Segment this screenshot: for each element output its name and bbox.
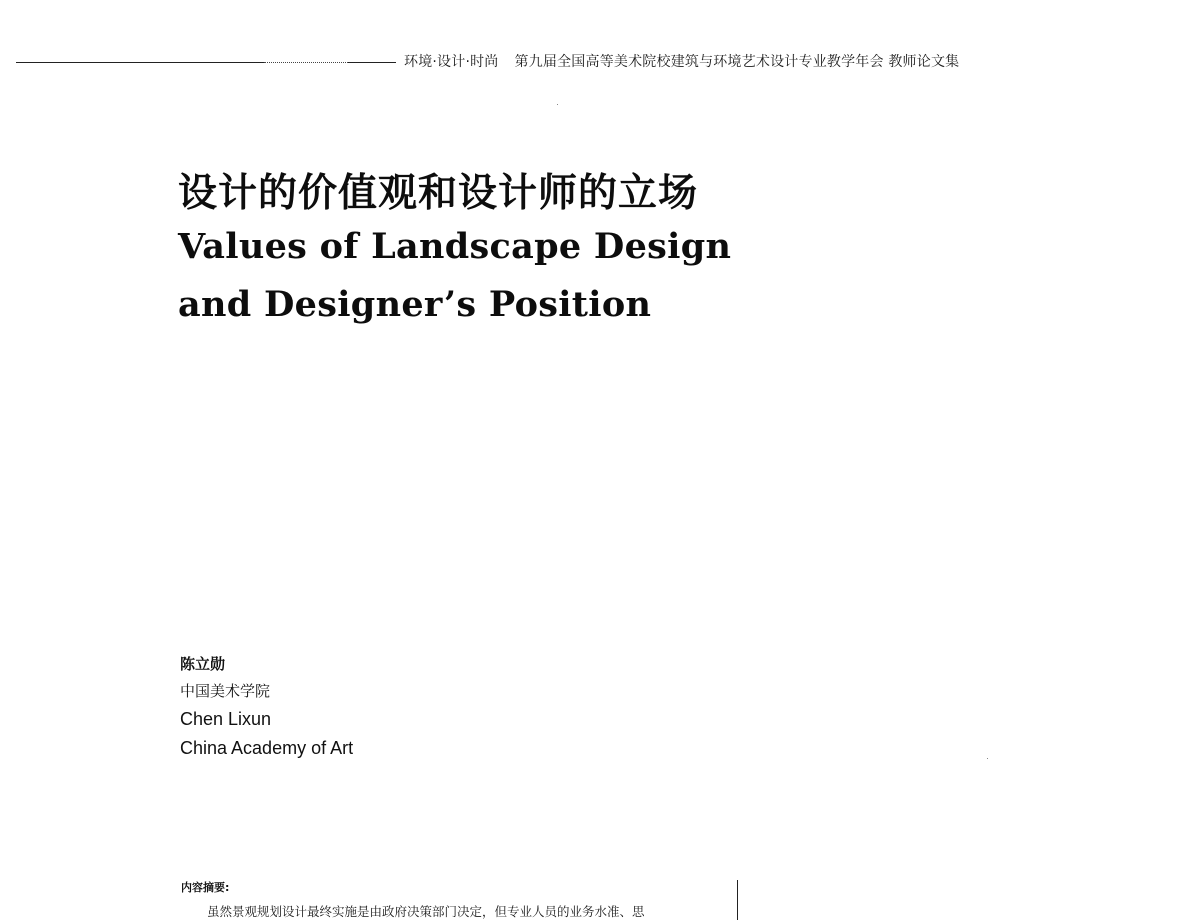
title-english-line-2: and Designer’s Position	[178, 284, 652, 325]
author-name-english: Chen Lixun	[180, 709, 272, 729]
running-header-series: 环境·设计·时尚	[404, 54, 499, 70]
running-header	[404, 51, 959, 71]
title-english-line-1: Values of Landscape Design	[178, 226, 732, 267]
header-rule-right	[348, 62, 396, 63]
title-chinese: 设计的价值观和设计师的立场	[178, 170, 699, 216]
abstract-label: 内容摘要:	[181, 881, 230, 894]
header-rule-middle	[104, 62, 264, 63]
running-header-collection: 第九届全国高等美术院校建筑与环境艺术设计专业教学年会 教师论文集	[514, 54, 960, 70]
header-rule-left	[16, 62, 104, 63]
author-affiliation-english: China Academy of Art	[180, 738, 354, 758]
column-divider	[737, 880, 738, 920]
author-name-chinese: 陈立勋	[180, 655, 226, 673]
scan-speck	[557, 104, 558, 105]
scan-speck	[987, 758, 988, 759]
author-affiliation-chinese: 中国美术学院	[180, 682, 271, 700]
header-rule-dotted	[264, 62, 348, 63]
abstract-first-line: 虽然景观规划设计最终实施是由政府决策部门决定，但专业人员的业务水准、思	[207, 904, 645, 919]
author-block	[180, 652, 353, 761]
